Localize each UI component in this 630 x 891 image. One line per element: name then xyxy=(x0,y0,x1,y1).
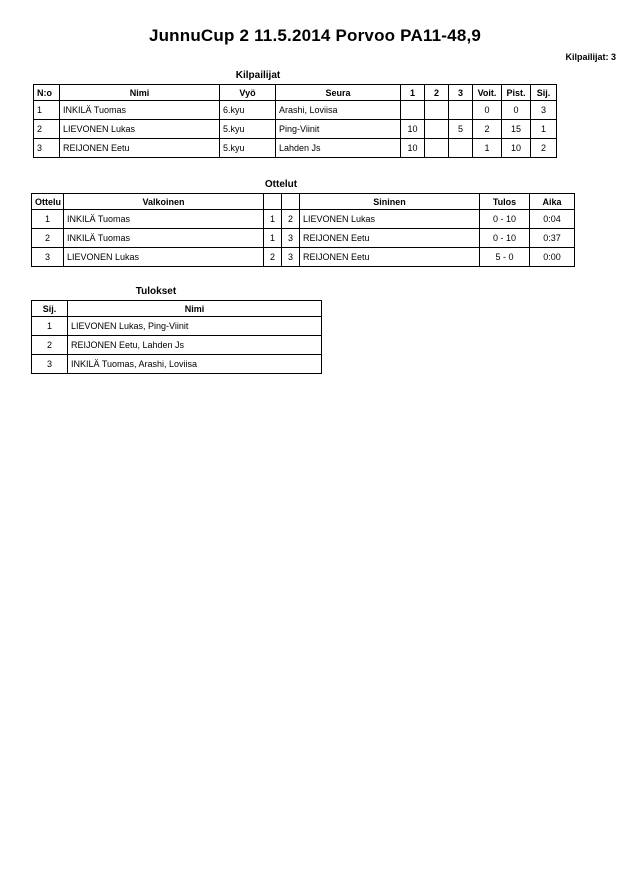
cell-sij: 2 xyxy=(32,336,68,355)
cell-ottelu-no: 2 xyxy=(32,229,64,248)
cell-sij: 3 xyxy=(531,101,557,120)
cell-nimi: LIEVONEN Lukas, Ping-Viinit xyxy=(68,317,322,336)
results-table xyxy=(31,300,322,374)
cell-sininen: REIJONEN Eetu xyxy=(300,248,480,267)
column-header-sij: Sij. xyxy=(531,85,557,101)
cell-white-number: 1 xyxy=(264,229,282,248)
table-row xyxy=(34,101,557,120)
cell-white-number: 2 xyxy=(264,248,282,267)
cell-blue-number: 2 xyxy=(282,210,300,229)
cell-blue-number: 3 xyxy=(282,248,300,267)
cell-nimi: REIJONEN Eetu xyxy=(60,139,220,158)
cell-ottelu-no: 3 xyxy=(32,248,64,267)
cell-vyo: 6.kyu xyxy=(220,101,276,120)
table-row xyxy=(32,248,575,267)
table-header-row xyxy=(34,85,557,101)
column-header-valkoinen: Valkoinen xyxy=(64,194,264,210)
table-row xyxy=(32,355,322,374)
competitors-count: Kilpailijat: 3 xyxy=(565,52,616,62)
cell-tulos: 5 - 0 xyxy=(480,248,530,267)
cell-nimi: INKILÄ Tuomas xyxy=(60,101,220,120)
cell-nimi: REIJONEN Eetu, Lahden Js xyxy=(68,336,322,355)
cell-seura: Arashi, Loviisa xyxy=(276,101,401,120)
cell-seura: Ping-Viinit xyxy=(276,120,401,139)
column-header-sininen: Sininen xyxy=(300,194,480,210)
cell-aika: 0:00 xyxy=(530,248,575,267)
cell-sininen: LIEVONEN Lukas xyxy=(300,210,480,229)
cell-valkoinen: INKILÄ Tuomas xyxy=(64,229,264,248)
column-header-tulos: Tulos xyxy=(480,194,530,210)
cell-sininen: REIJONEN Eetu xyxy=(300,229,480,248)
cell-vyo: 5.kyu xyxy=(220,120,276,139)
cell-valkoinen: INKILÄ Tuomas xyxy=(64,210,264,229)
table-row xyxy=(32,229,575,248)
column-header-pist: Pist. xyxy=(502,85,531,101)
cell-pist: 10 xyxy=(502,139,531,158)
cell-ottelu-no: 1 xyxy=(32,210,64,229)
page-title: JunnuCup 2 11.5.2014 Porvoo PA11-48,9 xyxy=(148,26,482,45)
cell-match-2 xyxy=(425,101,449,120)
cell-match-3: 5 xyxy=(449,120,473,139)
column-header-match-2: 2 xyxy=(425,85,449,101)
table-row xyxy=(32,317,322,336)
cell-tulos: 0 - 10 xyxy=(480,229,530,248)
cell-match-2 xyxy=(425,120,449,139)
cell-match-3 xyxy=(449,101,473,120)
cell-sij: 1 xyxy=(32,317,68,336)
table-row xyxy=(32,336,322,355)
column-header-voit: Voit. xyxy=(473,85,502,101)
cell-pist: 15 xyxy=(502,120,531,139)
cell-nimi: LIEVONEN Lukas xyxy=(60,120,220,139)
cell-vyo: 5.kyu xyxy=(220,139,276,158)
cell-voit: 1 xyxy=(473,139,502,158)
competitors-section-title: Kilpailijat xyxy=(235,70,281,81)
cell-sij: 2 xyxy=(531,139,557,158)
cell-tulos: 0 - 10 xyxy=(480,210,530,229)
cell-no: 2 xyxy=(34,120,60,139)
table-header-row xyxy=(32,301,322,317)
column-header-blue-number xyxy=(282,194,300,210)
table-header-row xyxy=(32,194,575,210)
cell-match-1 xyxy=(401,101,425,120)
cell-pist: 0 xyxy=(502,101,531,120)
column-header-no: N:o xyxy=(34,85,60,101)
cell-seura: Lahden Js xyxy=(276,139,401,158)
cell-aika: 0:37 xyxy=(530,229,575,248)
table-row xyxy=(34,120,557,139)
cell-valkoinen: LIEVONEN Lukas xyxy=(64,248,264,267)
cell-match-1: 10 xyxy=(401,120,425,139)
cell-sij: 3 xyxy=(32,355,68,374)
table-row xyxy=(32,210,575,229)
cell-voit: 0 xyxy=(473,101,502,120)
column-header-match-1: 1 xyxy=(401,85,425,101)
column-header-nimi: Nimi xyxy=(60,85,220,101)
cell-match-1: 10 xyxy=(401,139,425,158)
table-row xyxy=(34,139,557,158)
cell-voit: 2 xyxy=(473,120,502,139)
column-header-white-number xyxy=(264,194,282,210)
competitors-section xyxy=(33,70,557,158)
cell-nimi: INKILÄ Tuomas, Arashi, Loviisa xyxy=(68,355,322,374)
results-section-title: Tulokset xyxy=(135,286,177,297)
column-header-seura: Seura xyxy=(276,85,401,101)
column-header-aika: Aika xyxy=(530,194,575,210)
cell-match-2 xyxy=(425,139,449,158)
cell-aika: 0:04 xyxy=(530,210,575,229)
matches-section-title: Ottelut xyxy=(264,179,298,190)
column-header-nimi: Nimi xyxy=(68,301,322,317)
cell-sij: 1 xyxy=(531,120,557,139)
cell-white-number: 1 xyxy=(264,210,282,229)
matches-table xyxy=(31,193,575,267)
column-header-vyo: Vyö xyxy=(220,85,276,101)
competitors-table xyxy=(33,84,557,158)
matches-section xyxy=(31,179,575,267)
cell-no: 3 xyxy=(34,139,60,158)
column-header-sij: Sij. xyxy=(32,301,68,317)
column-header-match-3: 3 xyxy=(449,85,473,101)
column-header-ottelu: Ottelu xyxy=(32,194,64,210)
cell-blue-number: 3 xyxy=(282,229,300,248)
results-section xyxy=(31,286,322,374)
cell-no: 1 xyxy=(34,101,60,120)
cell-match-3 xyxy=(449,139,473,158)
